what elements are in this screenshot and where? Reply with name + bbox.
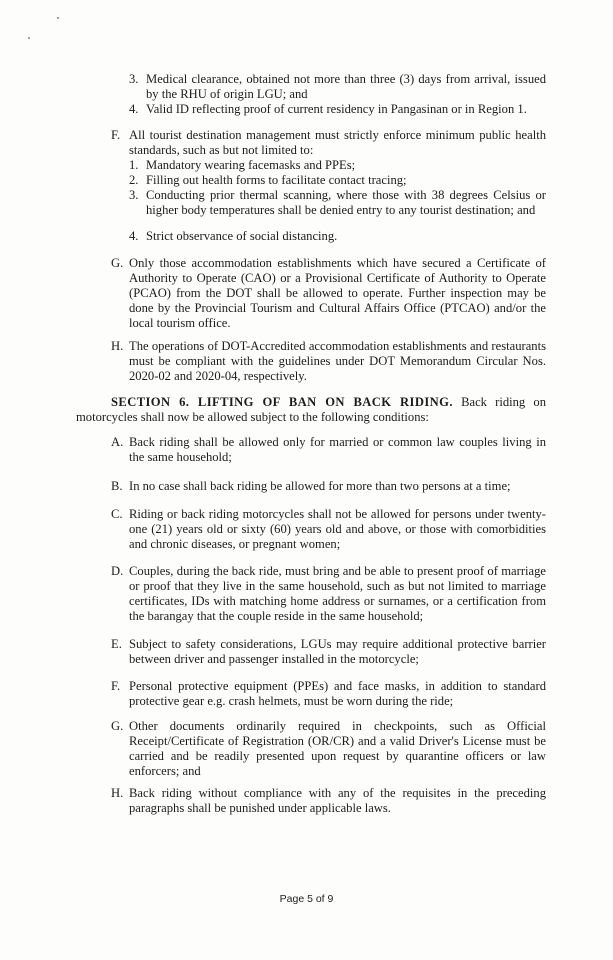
scan-speck	[28, 37, 30, 39]
list-text: Conducting prior thermal scanning, where those with 38 degrees Celsius or higher body temperatures shall be denied entry to any tourist destination; and	[146, 188, 546, 217]
list-number: 4.	[129, 102, 139, 116]
list-text: Medical clearance, obtained not more than three (3) days from arrival, issued by the RHU of origin LGU; and	[146, 72, 546, 101]
item-letter: D.	[111, 564, 124, 578]
section-6-item-f	[111, 679, 546, 709]
item-text: Couples, during the back ride, must bring and be able to present proof of marriage or proof that they live in the same household, such as but not limited to marriage certificates, IDs with matching home address or surnames, or a certification from the barangay that the couple reside in the same household;	[129, 564, 546, 623]
item-letter: F.	[111, 128, 121, 142]
section-6-item-d	[111, 564, 546, 624]
section-6-item-e	[111, 637, 546, 667]
item-text: Personal protective equipment (PPEs) and face masks, in addition to standard protective gear e.g. crash helmets, must be worn during the ride;	[129, 679, 546, 708]
item-letter: F.	[111, 679, 121, 693]
item-text: Only those accommodation establishments which have secured a Certificate of Authority to Operate (CAO) or a Provisional Certificate of Authority to Operate (PCAO) from the DOT shall be allowed to operate. Further inspection may be done by the Provincial Tourism and Cultural Affairs Office (PTCAO) and/or the local tourism office.	[129, 256, 546, 330]
item-f-list-4	[129, 229, 546, 244]
item-f-list-2	[129, 173, 546, 188]
list-text: Filling out health forms to facilitate contact tracing;	[146, 173, 407, 187]
item-g	[111, 256, 546, 331]
section-6-item-b	[111, 479, 551, 494]
scan-speck	[57, 17, 59, 19]
item-letter: E.	[111, 637, 122, 651]
list-number: 3.	[129, 188, 139, 202]
list-item-3	[129, 72, 546, 102]
item-letter: H.	[111, 786, 124, 800]
item-h	[111, 339, 546, 384]
section-6-item-c	[111, 507, 546, 552]
list-number: 1.	[129, 158, 139, 172]
item-text: The operations of DOT-Accredited accommodation establishments and restaurants must be compliant with the guidelines under DOT Memorandum Circular Nos. 2020-02 and 2020-04, respectively.	[129, 339, 546, 383]
item-letter: G.	[111, 719, 124, 733]
section-heading: SECTION 6. LIFTING OF BAN ON BACK RIDING.	[111, 395, 453, 409]
section-6-item-a	[111, 435, 546, 465]
item-letter: H.	[111, 339, 124, 353]
item-text: Back riding without compliance with any of the requisites in the preceding paragraphs shall be punished under applicable laws.	[129, 786, 546, 815]
item-text: Back riding shall be allowed only for married or common law couples living in the same household;	[129, 435, 546, 464]
list-text: Valid ID reflecting proof of current residency in Pangasinan or in Region 1.	[146, 102, 527, 116]
list-item-4	[129, 102, 559, 117]
item-letter: G.	[111, 256, 124, 270]
item-f-list-3	[129, 188, 546, 218]
item-text: Other documents ordinarily required in checkpoints, such as Official Receipt/Certificate of Registration (OR/CR) and a valid Driver's License must be carried and be readily presented upon request by quarantine officers or law enforcers; and	[129, 719, 546, 778]
item-text: Subject to safety considerations, LGUs may require additional protective barrier between driver and passenger installed in the motorcycle;	[129, 637, 546, 666]
list-number: 2.	[129, 173, 139, 187]
section-intro: Back riding on motorcycles shall now be allowed subject to the following conditions:	[76, 395, 546, 424]
section-6-paragraph	[76, 395, 546, 425]
list-text: Strict observance of social distancing.	[146, 229, 338, 243]
page-number: Page 5 of 9	[279, 893, 334, 905]
item-f	[111, 128, 546, 158]
item-f-list-1	[129, 158, 546, 173]
item-letter: C.	[111, 507, 123, 521]
item-text: All tourist destination management must strictly enforce minimum public health standards, such as but not limited to:	[129, 128, 546, 157]
list-number: 3.	[129, 72, 139, 86]
section-6-item-g	[111, 719, 546, 779]
item-text: In no case shall back riding be allowed for more than two persons at a time;	[129, 479, 511, 493]
list-number: 4.	[129, 229, 139, 243]
item-text: Riding or back riding motorcycles shall not be allowed for persons under twenty-one (21) years old or sixty (60) years old and above, or those with comorbidities and chronic diseases, or pregnant women;	[129, 507, 546, 551]
section-6-item-h	[111, 786, 546, 816]
item-letter: B.	[111, 479, 123, 493]
list-text: Mandatory wearing facemasks and PPEs;	[146, 158, 356, 172]
item-letter: A.	[111, 435, 124, 449]
